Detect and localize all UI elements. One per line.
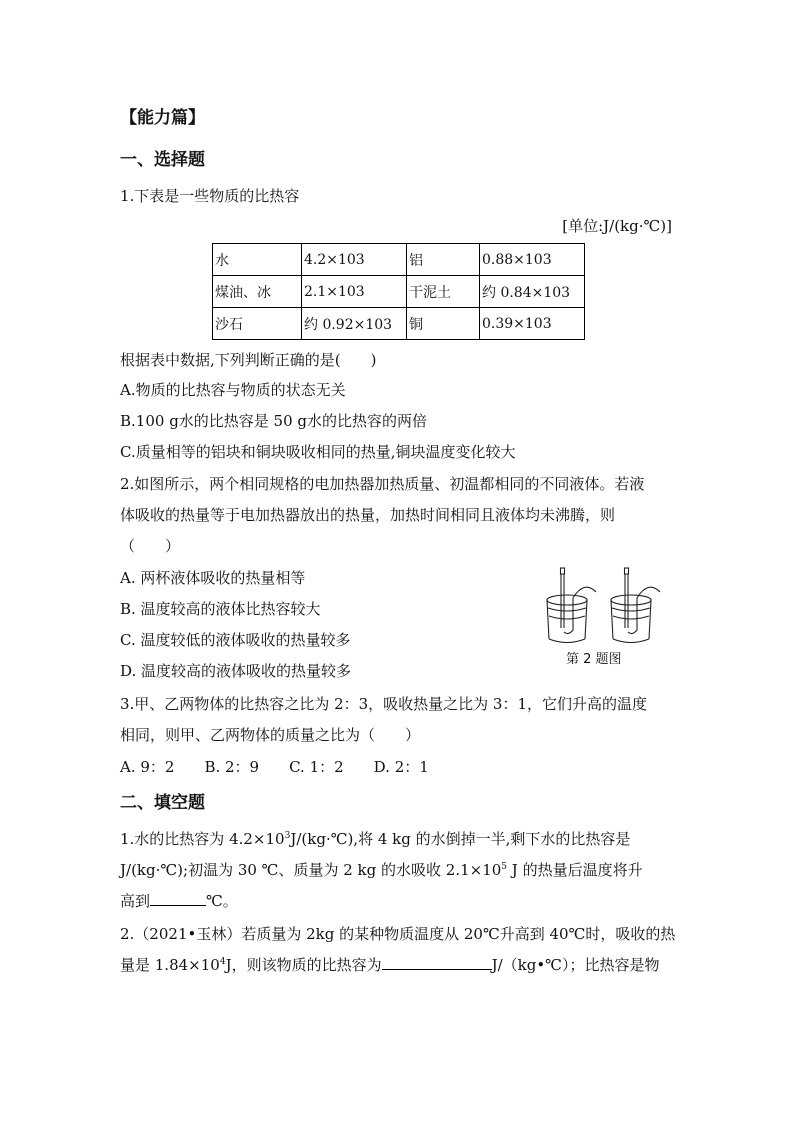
- q1-option-b: B.100 g水的比热容是 50 g水的比热容的两倍: [120, 412, 428, 430]
- table-cell: 铝: [407, 244, 480, 276]
- table-cell: 0.39×103: [480, 308, 585, 340]
- q2-option-d: D. 温度较高的液体吸收的热量较多: [120, 662, 352, 680]
- table-cell: 干泥土: [407, 276, 480, 308]
- table-row: [213, 308, 585, 340]
- q2-line2: 体吸收的热量等于电加热器放出的热量，加热时间相同且液体均未沸腾，则: [120, 506, 616, 524]
- answer-blank[interactable]: [382, 955, 492, 970]
- q2-option-c: C. 温度较低的液体吸收的热量较多: [120, 631, 351, 649]
- q1-unit: [单位:J/(kg·℃)]: [562, 217, 672, 235]
- figure-caption: 第 2 题图: [566, 652, 622, 667]
- q1-option-c: C.质量相等的铝块和铜块吸收相同的热量,铜块温度变化较大: [120, 443, 516, 461]
- q2-line1: 2.如图所示，两个相同规格的电加热器加热质量、初温都相同的不同液体。若液: [120, 475, 645, 493]
- q1-option-a: A.物质的比热容与物质的状态无关: [120, 381, 346, 399]
- q1-stem: 1.下表是一些物质的比热容: [120, 187, 300, 205]
- q1-prompt: 根据表中数据,下列判断正确的是( ): [120, 351, 377, 369]
- section-title: 【能力篇】: [120, 108, 205, 128]
- table-cell: 沙石: [213, 308, 302, 340]
- answer-blank[interactable]: [150, 891, 206, 906]
- table-cell: 水: [213, 244, 302, 276]
- q2-line3: （ ）: [120, 537, 181, 555]
- table-cell: 4.2×103: [302, 244, 407, 276]
- table-cell: 2.1×103: [302, 276, 407, 308]
- fill2-line2: 量是 $1.84\times 10^4J$，则该物质的比热容为 J/（kg•℃）；比热容是物: [120, 956, 660, 974]
- table-cell: 0.88×103: [480, 244, 585, 276]
- specific-heat-table: [212, 243, 585, 340]
- table-row: [213, 244, 585, 276]
- table-cell: 约 0.84×103: [480, 276, 585, 308]
- fill1-line2: J/(kg·℃);初温为 30 ℃、质量为 2 kg 的水吸收 $2.1\times 10^5$ J 的热量后温度将升: [120, 861, 643, 879]
- table-cell: 约 0.92×103: [302, 308, 407, 340]
- q2-option-a: A. 两杯液体吸收的热量相等: [120, 569, 306, 587]
- part1-title: 一、选择题: [120, 150, 205, 170]
- fill2-line1: 2.（2021•玉林）若质量为 2kg 的某种物质温度从 20℃升高到 40℃时，吸收的热: [120, 925, 676, 943]
- q2-option-b: B. 温度较高的液体比热容较大: [120, 600, 321, 618]
- fill1-line3: 高到 ℃。: [120, 892, 238, 910]
- fill1-line1: 1.水的比热容为 $4.2\times 10^3J/(kg\cdot℃)$,将 4 kg 的水倒掉一半,剩下水的比热容是: [120, 830, 631, 848]
- table-row: [213, 276, 585, 308]
- q3-line2: 相同，则甲、乙两物体的质量之比为（ ）: [120, 726, 421, 744]
- part2-title: 二、填空题: [120, 793, 205, 813]
- table-cell: 铜: [407, 308, 480, 340]
- table-cell: 煤油、冰: [213, 276, 302, 308]
- q3-line1: 3.甲、乙两物体的比热容之比为 2：3，吸收热量之比为 3：1，它们升高的温度: [120, 695, 648, 713]
- q3-options: A. 9：2 B. 2：9 C. 1：2 D. 2：1: [120, 758, 429, 776]
